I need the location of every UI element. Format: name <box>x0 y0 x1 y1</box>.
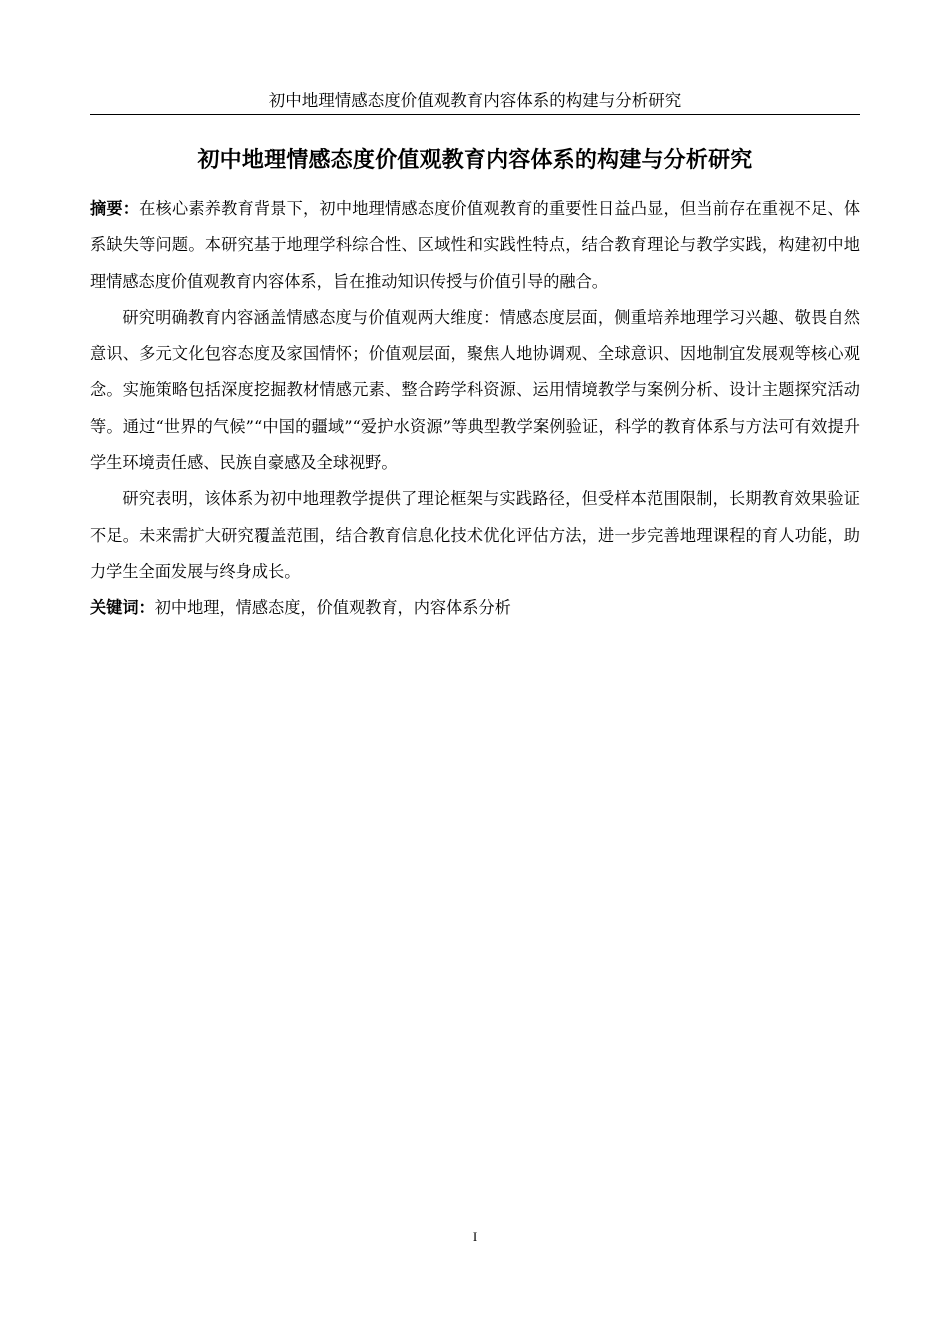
keywords-label: 关键词： <box>90 598 155 618</box>
abstract-label: 摘要： <box>90 199 140 218</box>
abstract-paragraph-1 <box>90 191 860 300</box>
page-number: I <box>472 1229 478 1244</box>
header-divider <box>90 114 860 115</box>
abstract-text-1: 在核心素养教育背景下，初中地理情感态度价值观教育的重要性日益凸显，但当前存在重视不足、体系缺失等问题。本研究基于地理学科综合性、区域性和实践性特点，结合教育理论与教学实践，构建初中地理情感态度价值观教育内容体系，旨在推动知识传授与价值引导的融合。 <box>90 199 861 291</box>
keywords-text: 初中地理，情感态度，价值观教育，内容体系分析 <box>154 598 511 618</box>
keywords-line <box>90 590 860 626</box>
abstract-paragraph-2: 研究明确教育内容涵盖情感态度与价值观两大维度：情感态度层面，侧重培养地理学习兴趣、敬畏自然意识、多元文化包容态度及家国情怀；价值观层面，聚焦人地协调观、全球意识、因地制宜发展观等核心观念。实施策略包括深度挖掘教材情感元素、整合跨学科资源、运用情境教学与案例分析、设计主题探究活动等。通过“世界的气候”“中国的疆域”“爱护水资源”等典型教学案例验证，科学的教育体系与方法可有效提升学生环境责任感、民族自豪感及全球视野。 <box>90 307 860 473</box>
abstract-section <box>90 191 860 627</box>
running-header: 初中地理情感态度价值观教育内容体系的构建与分析研究 <box>268 91 682 110</box>
page-title: 初中地理情感态度价值观教育内容体系的构建与分析研究 <box>197 148 753 173</box>
abstract-paragraph-3: 研究表明，该体系为初中地理教学提供了理论框架与实践路径，但受样本范围限制，长期教育效果验证不足。未来需扩大研究覆盖范围，结合教育信息化技术优化评估方法，进一步完善地理课程的育人功能，助力学生全面发展与终身成长。 <box>90 489 860 581</box>
